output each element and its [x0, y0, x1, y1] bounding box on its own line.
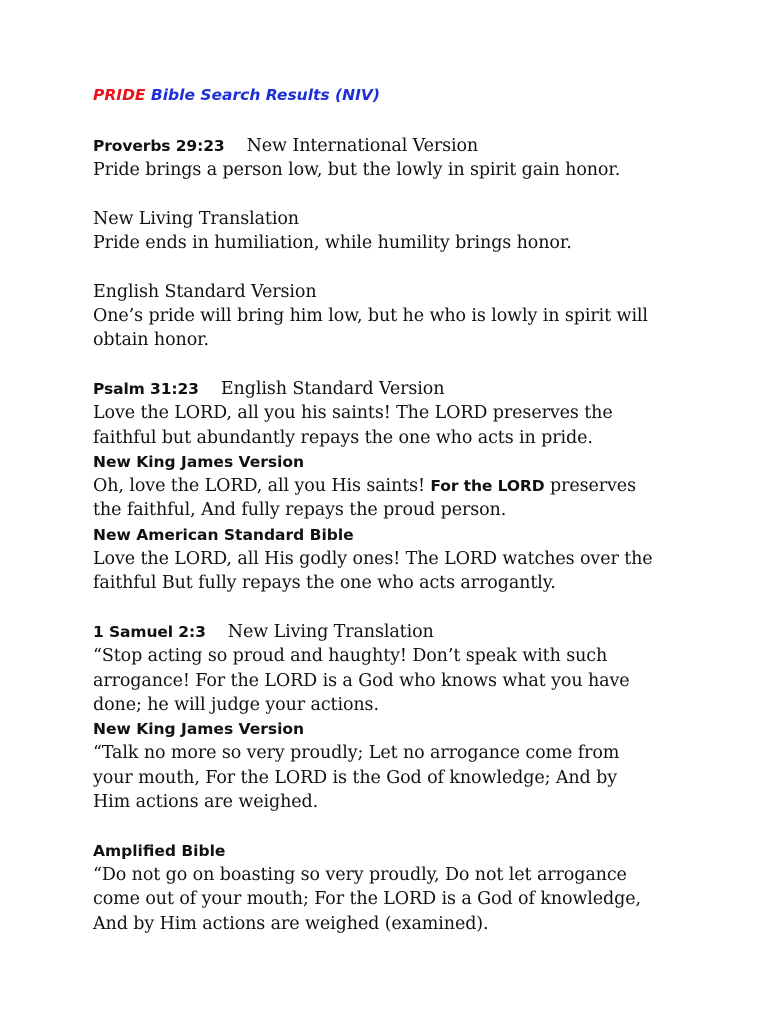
psalm-heading	[93, 377, 693, 401]
verse-text: Him actions are weighed.	[93, 792, 319, 813]
verse-reference: Psalm 31:23	[93, 379, 199, 398]
version-heading: New King James Version	[93, 452, 305, 471]
verse-text: “Do not go on boasting so very proudly, Do not let arrogance	[93, 864, 627, 885]
verse-text: arrogance! For the LORD is a God who knows what you have	[93, 670, 630, 691]
verse-text: “Stop acting so proud and haughty! Don’t speak with such	[93, 646, 608, 667]
version-heading: New American Standard Bible	[93, 525, 354, 544]
verse-text: done; he will judge your actions.	[93, 694, 379, 715]
verse-reference: 1 Samuel 2:3	[93, 622, 206, 641]
version-label: New Living Translation	[93, 208, 299, 229]
verse-text: Love the LORD, all His godly ones! The LORD watches over the	[93, 549, 653, 570]
verse-text: your mouth, For the LORD is the God of knowledge; And by	[93, 767, 618, 788]
version-label: English Standard Version	[220, 378, 445, 399]
verse-text-bold: For the LORD	[430, 477, 545, 496]
verse-text	[93, 474, 693, 498]
version-heading: New King James Version	[93, 720, 305, 739]
verse-text: faithful But fully repays the one who acts arrogantly.	[93, 573, 556, 594]
samuel-heading	[93, 620, 693, 644]
version-heading: Amplified Bible	[93, 841, 226, 860]
verse-text: come out of your mouth; For the LORD is a God of knowledge,	[93, 889, 641, 910]
document-page	[93, 86, 693, 936]
page-title	[93, 86, 693, 110]
verse-text: “Talk no more so very proudly; Let no arrogance come from	[93, 743, 620, 764]
verse-text: One’s pride will bring him low, but he who is lowly in spirit will	[93, 306, 648, 327]
version-label: New International Version	[246, 136, 479, 156]
verse-text: And by Him actions are weighed (examined).	[93, 913, 489, 934]
version-label: New Living Translation	[227, 621, 434, 642]
verse-text: obtain honor.	[93, 330, 209, 351]
verse-text: the faithful, And fully repays the proud person.	[93, 500, 507, 521]
verse-text-part: Oh, love the LORD, all you His saints!	[93, 476, 431, 497]
title-keyword: PRIDE	[93, 86, 146, 104]
title-rest: Bible Search Results (NIV)	[145, 86, 380, 104]
version-label: English Standard Version	[93, 281, 317, 302]
verse-reference: Proverbs 29:23	[93, 137, 225, 155]
verse-text: faithful but abundantly repays the one who acts in pride.	[93, 427, 593, 448]
verse-text-part: preserves	[544, 476, 636, 497]
verse-text: Love the LORD, all you his saints! The LORD preserves the	[93, 403, 613, 424]
verse-text: Pride ends in humiliation, while humility brings honor.	[93, 233, 572, 254]
verse-text: Pride brings a person low, but the lowly in spirit gain honor.	[93, 160, 621, 181]
proverbs-heading	[93, 134, 693, 158]
